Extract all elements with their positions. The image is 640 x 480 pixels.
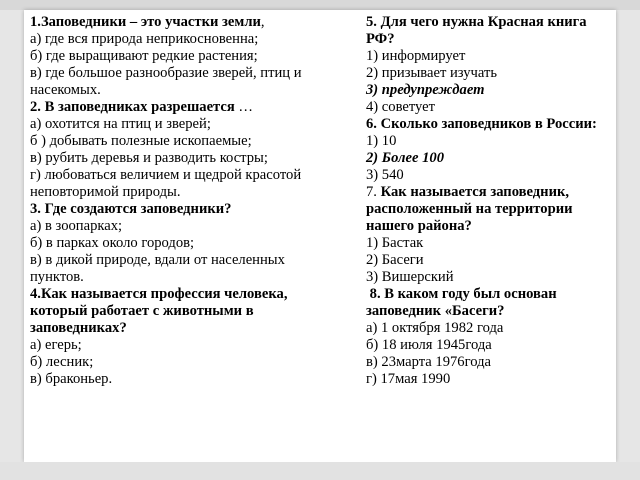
question-2-option-d-line-1: г) любоваться величием и щедрой красотой: [30, 167, 302, 183]
question-2-option-d-line-2: неповторимой природы.: [30, 184, 181, 200]
question-4-title-line-3: заповедниках?: [30, 320, 127, 336]
left-column: [30, 14, 364, 388]
question-5-option-1: 1) информирует: [366, 48, 466, 64]
question-5-option-4: 4) советует: [366, 99, 436, 115]
question-1-option-c-line-2: насекомых.: [30, 82, 101, 98]
question-8-title-line-2: заповедник «Басеги?: [366, 303, 505, 319]
question-4-option-b: б) лесник;: [30, 354, 94, 370]
question-7-title-line-1: [366, 184, 612, 201]
quiz-sheet: [24, 10, 616, 462]
question-6-option-3: 3) 540: [366, 167, 404, 183]
question-2-option-b: б ) добывать полезные ископаемые;: [30, 133, 252, 149]
question-5-title-line-2: РФ?: [366, 31, 395, 47]
question-1-title-text: 1.Заповедники – это участки земли: [30, 14, 261, 30]
question-4-title-line-2: который работает с животными в: [30, 303, 254, 319]
question-2-option-a: а) охотится на птиц и зверей;: [30, 116, 211, 132]
question-2-title-ellipsis: …: [234, 99, 254, 115]
question-5-title-line-1: 5. Для чего нужна Красная книга: [366, 14, 587, 30]
question-1-option-a: а) где вся природа неприкосновенна;: [30, 31, 259, 47]
question-3-title: 3. Где создаются заповедники?: [30, 201, 232, 217]
question-5-option-3-answer: 3) предупреждает: [366, 82, 485, 98]
question-1-option-c-line-1: в) где большое разнообразие зверей, птиц и: [30, 65, 302, 81]
right-column: [366, 14, 612, 388]
question-6-title: 6. Сколько заповедников в России:: [366, 116, 597, 132]
question-7-option-2: 2) Басеги: [366, 252, 424, 268]
question-7-title-line-2: расположенный на территории: [366, 201, 573, 217]
question-1-title-comma: ,: [260, 14, 265, 30]
question-8-title-line-1: 8. В каком году был основан: [366, 286, 557, 302]
question-7-number: 7.: [366, 184, 381, 200]
top-band: [0, 0, 640, 10]
bottom-band: [0, 462, 640, 480]
question-4-option-c: в) браконьер.: [30, 371, 113, 387]
question-8-option-a: а) 1 октября 1982 года: [366, 320, 504, 336]
question-7-title-line-3: нашего района?: [366, 218, 472, 234]
question-6-option-1: 1) 10: [366, 133, 397, 149]
question-3-option-c-line-1: в) в дикой природе, вдали от населенных: [30, 252, 285, 268]
question-1-title: [30, 14, 364, 31]
question-7-title-text: Как называется заповедник,: [380, 184, 570, 200]
question-8-option-d: г) 17мая 1990: [366, 371, 451, 387]
question-4-title-line-1: 4.Как называется профессия человека,: [30, 286, 288, 302]
question-1-option-b: б) где выращивают редкие растения;: [30, 48, 258, 64]
question-3-option-b: б) в парках около городов;: [30, 235, 195, 251]
question-3-option-c-line-2: пунктов.: [30, 269, 84, 285]
question-8-option-c: в) 23марта 1976года: [366, 354, 491, 370]
question-3-option-a: а) в зоопарках;: [30, 218, 123, 234]
question-2-title-text: 2. В заповедниках разрешается: [30, 99, 235, 115]
question-8-option-b: б) 18 июля 1945года: [366, 337, 492, 353]
question-2-title: [30, 99, 364, 116]
question-6-option-2-answer: 2) Более 100: [366, 150, 444, 166]
question-4-option-a: а) егерь;: [30, 337, 82, 353]
question-5-option-2: 2) призывает изучать: [366, 65, 498, 81]
question-7-option-3: 3) Вишерский: [366, 269, 454, 285]
question-7-option-1: 1) Бастак: [366, 235, 424, 251]
question-2-option-c: в) рубить деревья и разводить костры;: [30, 150, 268, 166]
